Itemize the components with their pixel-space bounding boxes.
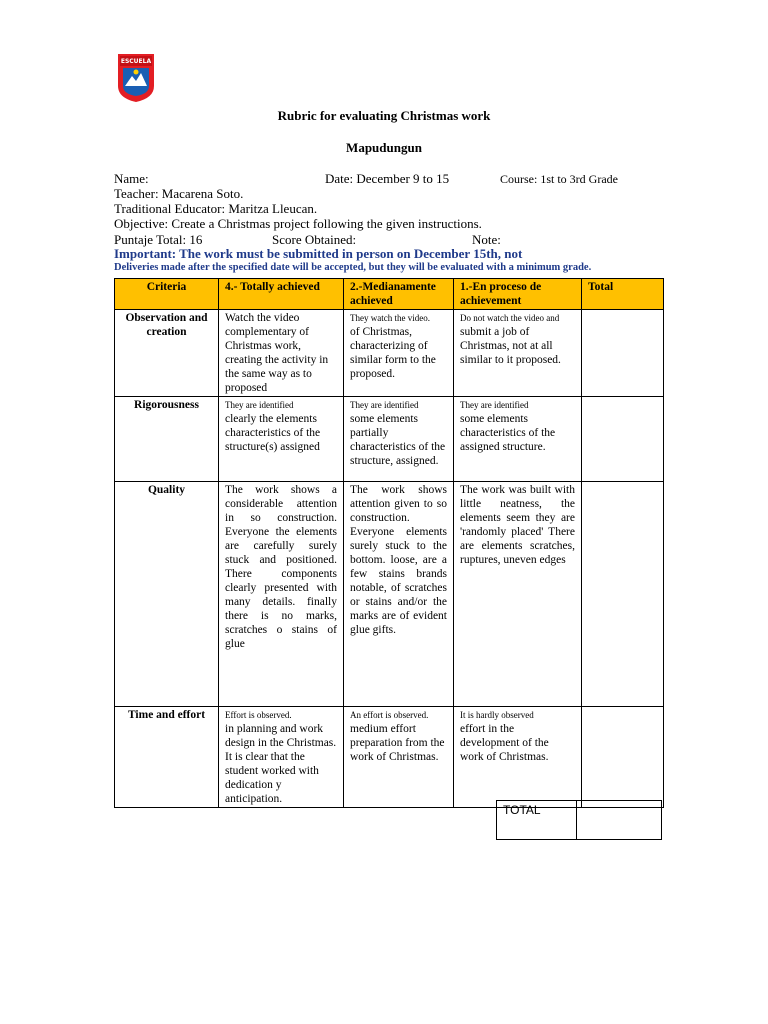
level-4-intro: Effort is observed.: [225, 710, 292, 720]
level-2-cell: [344, 310, 454, 397]
level-4-cell: Watch the video complementary of Christmas work, creating the activity in the same way as to proposed: [219, 310, 344, 397]
school-logo: [116, 52, 156, 104]
level-4-text: in planning and work design in the Christmas. It is clear that the student worked with dedication y anticipation.: [225, 723, 337, 805]
level-1-text: effort in the development of the work of Christmas.: [460, 723, 549, 763]
level-2-intro: They watch the video.: [350, 313, 430, 323]
level-2-intro: An effort is observed.: [350, 710, 429, 720]
objective-line: Objective: Create a Christmas project following the given instructions.: [114, 216, 482, 231]
level-1-cell: [454, 310, 582, 397]
note-label: Note:: [472, 232, 501, 247]
date-label: Date: December 9 to 15: [325, 171, 450, 186]
table-row: [115, 482, 664, 707]
level-2-cell: [344, 707, 454, 808]
total-cell: [582, 397, 664, 482]
puntaje-total: Puntaje Total: 16: [114, 232, 203, 247]
score-obtained: Score Obtained:: [272, 232, 357, 247]
header-medianamente-achieved: 2.-Medianamente achieved: [344, 279, 454, 310]
level-4-text: clearly the elements characteristics of the structure(s) assigned: [225, 413, 321, 453]
level-4-intro: They are identified: [225, 400, 294, 410]
total-cell: [582, 482, 664, 707]
level-1-intro: Do not watch the video and: [460, 313, 560, 323]
level-1-cell: [454, 397, 582, 482]
criteria-cell: Quality: [115, 482, 219, 707]
level-1-cell: The work was built with little neatness, the elements seem they are 'randomly placed' There are elements scratches, ruptures, uneven edges: [454, 482, 582, 707]
level-2-text: of Christmas, characterizing of similar form to the proposed.: [350, 326, 436, 380]
header-total: Total: [582, 279, 664, 310]
page-title: Rubric for evaluating Christmas work: [277, 108, 491, 123]
level-1-intro: It is hardly observed: [460, 710, 534, 720]
important-notice: Important: The work must be submitted in person on December 15th, not: [114, 246, 523, 261]
criteria-cell: Observation and creation: [115, 310, 219, 397]
level-1-intro: They are identified: [460, 400, 529, 410]
table-row: [115, 310, 664, 397]
level-4-cell: [219, 707, 344, 808]
level-2-cell: [344, 397, 454, 482]
header-criteria: Criteria: [115, 279, 219, 310]
level-1-text: some elements characteristics of the assigned structure.: [460, 413, 556, 453]
late-delivery-notice: Deliveries made after the specified date will be accepted, but they will be evaluated with a minimum grade.: [114, 262, 592, 273]
level-4-cell: [219, 397, 344, 482]
teacher-line: Teacher: Macarena Soto.: [114, 186, 244, 201]
rubric-table: [114, 278, 664, 808]
name-label: Name:: [114, 171, 149, 186]
header-totally-achieved: 4.- Totally achieved: [219, 279, 344, 310]
total-label: TOTAL: [503, 803, 541, 817]
level-1-cell: [454, 707, 582, 808]
educator-line: Traditional Educator: Maritza Lleucan.: [114, 201, 318, 216]
total-cell: [582, 707, 664, 808]
total-cell: [582, 310, 664, 397]
course-label: Course: 1st to 3rd Grade: [500, 172, 618, 186]
level-2-text: medium effort preparation from the work of Christmas.: [350, 723, 445, 763]
total-box: [496, 800, 662, 840]
logo-text: ESCUELA: [120, 58, 152, 65]
table-header-row: [115, 279, 664, 310]
level-2-text: some elements partially characteristics of the structure, assigned.: [350, 413, 446, 467]
level-2-intro: They are identified: [350, 400, 419, 410]
level-1-text: submit a job of Christmas, not at all similar to it proposed.: [460, 326, 561, 366]
total-divider: [576, 801, 577, 839]
table-row: [115, 397, 664, 482]
header-en-proceso: 1.-En proceso de achievement: [454, 279, 582, 310]
level-4-cell: The work shows a considerable attention in so construction. Everyone the elements are carefully surely stuck and positioned. There components clearly presented with many details. finally there is no marks, scratches o stains of glue: [219, 482, 344, 707]
page-subtitle: Mapudungun: [346, 140, 422, 155]
criteria-cell: Rigorousness: [115, 397, 219, 482]
level-2-cell: The work shows attention given to so construction. Everyone elements surely stuck to the bottom. loose, are a few stains brands notable, of scratches or stains and/or the marks are of evident glue gifts.: [344, 482, 454, 707]
criteria-cell: Time and effort: [115, 707, 219, 808]
table-row: [115, 707, 664, 808]
